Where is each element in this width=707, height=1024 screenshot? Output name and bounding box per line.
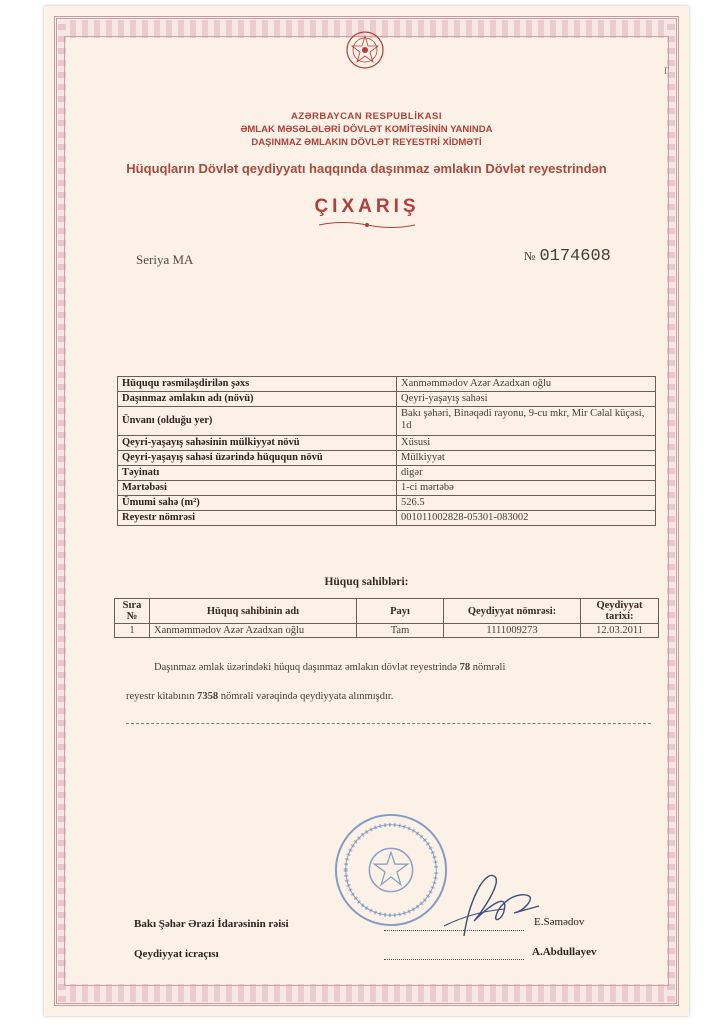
signatory-2-position: Qeydiyyat icraçısı	[134, 948, 219, 960]
col-header-name: Hüquq sahibinin adı	[150, 599, 357, 624]
row-value: Bakı şəhəri, Binəqədi rayonu, 9-cu mkr, Mir Cəlal küçəsi, 1d	[397, 407, 656, 436]
table-row	[118, 511, 656, 526]
owners-title: Hüquq sahibləri:	[324, 576, 409, 588]
row-label: Hüququ rəsmiləşdirilən şəxs	[118, 377, 397, 392]
title-ornament-icon	[317, 220, 417, 230]
owner-name: Xanməmmədov Azər Azadxan oğlu	[150, 624, 357, 638]
signatory-1-name: E.Səmədov	[534, 916, 585, 928]
registry-page-number: 78	[459, 662, 471, 673]
official-stamp-icon	[332, 811, 450, 929]
row-label: Daşınmaz əmlakın adı (növü)	[118, 392, 397, 407]
col-header-reg-date: Qeydiyyat tarixi:	[581, 599, 659, 624]
row-value: Xanməmmədov Azər Azadxan oğlu	[397, 377, 656, 392]
header-line-3: DAŞINMAZ ƏMLAKIN DÖVLƏT REYESTRİ XİDMƏTİ	[251, 137, 482, 148]
registration-paragraph-line-2	[126, 691, 646, 702]
col-header-no: Sıra №	[115, 599, 150, 624]
document-number	[524, 247, 611, 266]
row-value: 1-ci mərtəbə	[397, 481, 656, 496]
state-emblem-icon	[345, 28, 385, 72]
number-value: 0174608	[539, 247, 611, 266]
dotted-divider	[126, 723, 651, 724]
row-label: Qeyri-yaşayış sahəsi üzərində hüququn növü	[118, 451, 397, 466]
corner-mark: Γ	[664, 66, 670, 76]
table-row	[118, 377, 656, 392]
signature-icon	[434, 861, 544, 941]
col-header-reg-no: Qeydiyyat nömrəsi:	[444, 599, 581, 624]
row-label: Qeyri-yaşayış sahəsinin mülkiyyət növü	[118, 436, 397, 451]
property-details-table	[117, 376, 656, 526]
owner-reg-no: 1111009273	[444, 624, 581, 638]
owner-no: 1	[115, 624, 150, 638]
row-value: Qeyri-yaşayış sahəsi	[397, 392, 656, 407]
row-label: Ünvanı (olduğu yer)	[118, 407, 397, 436]
table-row	[115, 624, 659, 638]
header-line-1: AZƏRBAYCAN RESPUBLİKASI	[290, 111, 443, 122]
registry-book-number: 7358	[197, 691, 219, 702]
table-row	[118, 407, 656, 436]
row-label: Təyinatı	[118, 466, 397, 481]
row-label: Mərtəbəsi	[118, 481, 397, 496]
col-header-share: Payı	[357, 599, 444, 624]
table-row	[118, 481, 656, 496]
table-row	[118, 466, 656, 481]
document-subtitle: Hüquqların Dövlət qeydiyyatı haqqında daşınmaz əmlakın Dövlət reyestrindən	[126, 161, 607, 176]
registration-paragraph-line-1	[126, 662, 646, 673]
number-prefix: №	[524, 249, 536, 263]
row-value: Mülkiyyət	[397, 451, 656, 466]
table-row	[118, 451, 656, 466]
table-header-row	[115, 599, 659, 624]
header-line-2: ƏMLAK MƏSƏLƏLƏRİ DÖVLƏT KOMİTƏSİNİN YANINDA	[240, 124, 493, 135]
table-row	[118, 496, 656, 511]
row-label: Ümumi sahə (m²)	[118, 496, 397, 511]
signature-line-1	[384, 930, 524, 931]
text-span: reyestr kitabının	[126, 691, 198, 702]
owner-reg-date: 12.03.2011	[581, 624, 659, 638]
table-row	[118, 392, 656, 407]
certificate-sheet	[44, 6, 689, 1016]
row-label: Reyestr nömrəsi	[118, 511, 397, 526]
row-value: Xüsusi	[397, 436, 656, 451]
owner-share: Tam	[357, 624, 444, 638]
text-span: nömrəli	[470, 662, 506, 673]
row-value: 001011002828-05301-083002	[397, 511, 656, 526]
document-title: ÇIXARIŞ	[314, 196, 420, 217]
owners-table	[114, 598, 659, 638]
text-span: nömrəli vərəqində qeydiyyata alınmışdır.	[218, 691, 394, 702]
series-label: Seriya MA	[136, 252, 194, 267]
row-value: 526.5	[397, 496, 656, 511]
signatory-2-name: A.Abdullayev	[532, 946, 597, 958]
signature-line-2	[384, 959, 524, 960]
signatory-1-position: Bakı Şəhər Ərazi İdarəsinin rəisi	[134, 918, 289, 930]
title-block	[314, 196, 420, 230]
table-row	[118, 436, 656, 451]
row-value: digər	[397, 466, 656, 481]
text-span: Daşınmaz əmlak üzərindəki hüquq daşınmaz əmlakın dövlət reyestrində	[154, 662, 460, 673]
